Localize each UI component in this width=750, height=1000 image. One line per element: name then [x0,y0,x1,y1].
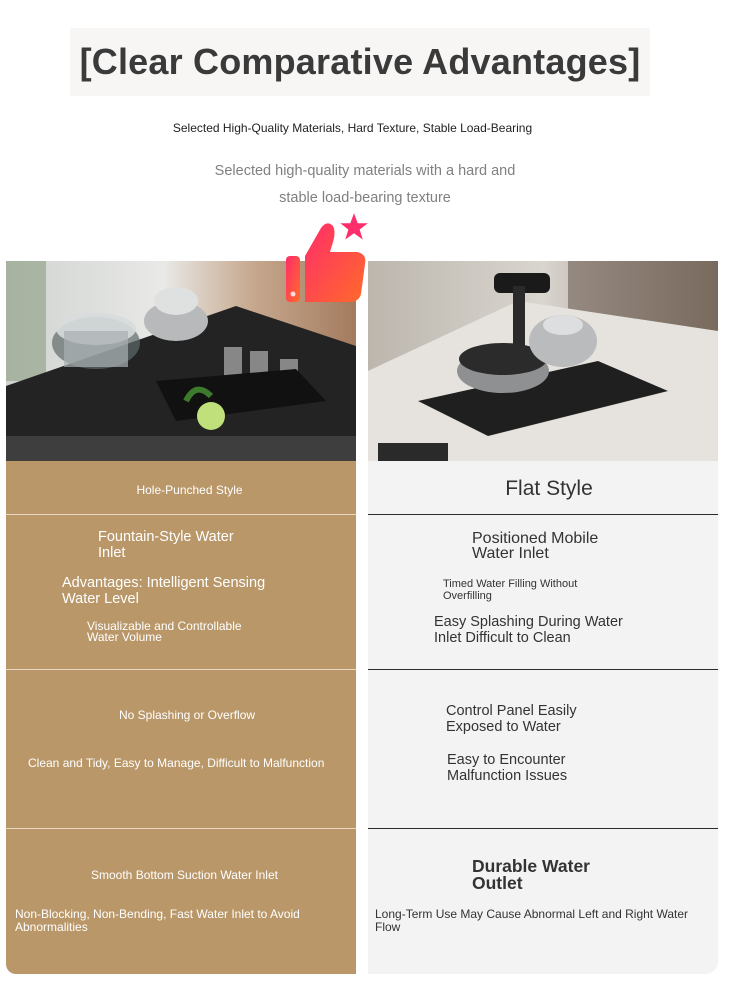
star-icon [339,212,369,242]
description-line-1: Selected high-quality materials with a hard and [214,163,516,179]
divider [368,828,718,829]
flat-style-feature-4: Control Panel Easily Exposed to Water [446,703,577,735]
hole-punched-feature-3: Visualizable and Controllable Water Volume [87,619,242,644]
hole-punched-header: Hole-Punched Style [136,483,243,497]
divider [368,514,718,515]
page-subtitle: Selected High-Quality Materials, Hard Texture, Stable Load-Bearing [172,121,533,135]
flat-style-column [368,461,718,974]
divider [6,828,356,829]
hole-punched-feature-4: No Splashing or Overflow [118,708,256,722]
divider [368,669,718,670]
hole-punched-feature-1: Fountain-Style Water Inlet [98,529,234,561]
flat-style-product-photo [368,261,718,461]
thumbs-up-icon [283,214,375,306]
flat-style-feature-2: Timed Water Filling Without Overfilling [443,578,578,602]
divider [6,514,356,515]
hole-punched-feature-7: Non-Blocking, Non-Bending, Fast Water Inlet to Avoid Abnormalities [15,907,300,934]
description-line-2: stable load-bearing texture [279,190,451,206]
hole-punched-column [6,461,356,974]
divider [6,669,356,670]
page-description [0,158,730,212]
flat-style-header: Flat Style [505,477,593,500]
flat-style-feature-6: Durable Water Outlet [472,856,590,893]
hole-punched-feature-6: Smooth Bottom Suction Water Inlet [91,868,278,882]
hole-punched-feature-5: Clean and Tidy, Easy to Manage, Difficult to Malfunction [28,756,325,770]
flat-style-feature-1: Positioned Mobile Water Inlet [472,530,599,562]
flat-style-feature-5: Easy to Encounter Malfunction Issues [447,752,568,784]
hole-punched-feature-2: Advantages: Intelligent Sensing Water Level [62,575,266,607]
flat-style-feature-7: Long-Term Use May Cause Abnormal Left and Right Water Flow [375,907,689,934]
title-banner [70,28,650,96]
flat-style-feature-3: Easy Splashing During Water Inlet Difficult to Clean [434,614,623,646]
page-title: [Clear Comparative Advantages] [79,41,641,82]
